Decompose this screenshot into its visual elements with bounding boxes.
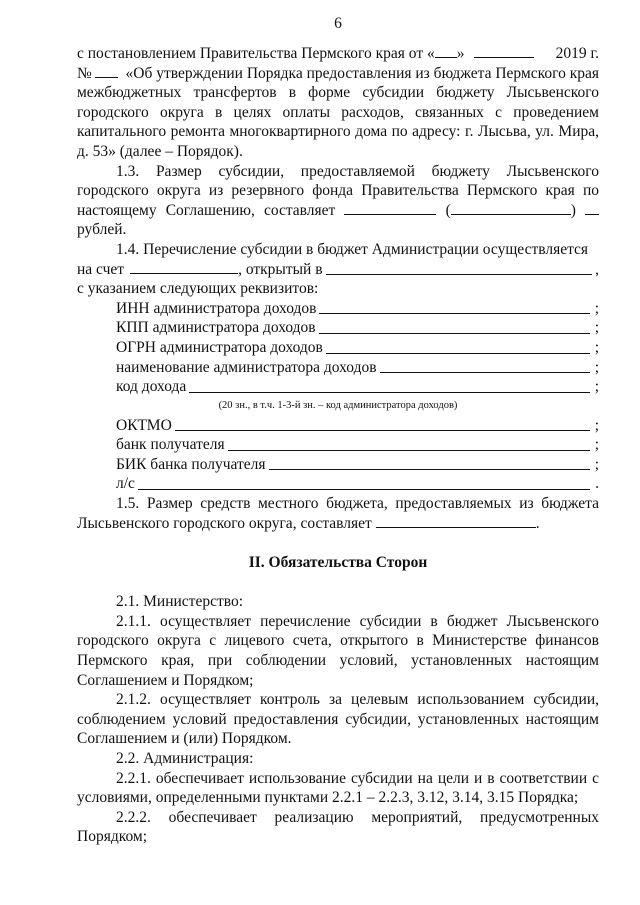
- intro-text-1c: 2019 г.: [555, 45, 599, 62]
- paragraph-1-3: [77, 162, 599, 240]
- requisite-blank: [175, 417, 590, 431]
- requisite-label: ИНН администратора доходов: [116, 299, 317, 317]
- requisite-label: наименование администратора доходов: [116, 358, 377, 376]
- account-comma: ,: [595, 260, 599, 278]
- requisite-blank: [138, 476, 590, 490]
- blank-month: [474, 44, 534, 58]
- p15-end: .: [535, 514, 540, 532]
- requisite-blank: [228, 437, 590, 451]
- account-line: [77, 260, 599, 280]
- page-number: 6: [334, 15, 342, 32]
- p13-text: 1.3. Размер субсидии, предоставляемой бюджету Лысьвенского городского округа из резервного фонда Правительства Пермского края по настоящему Соглашению, составляет: [77, 162, 599, 219]
- blank-local-budget: [376, 514, 536, 528]
- requisite-label: л/с: [116, 475, 135, 493]
- requisite-end: ;: [594, 299, 599, 317]
- requisite-bank: [77, 435, 599, 455]
- requisite-account-ls: [77, 474, 599, 494]
- blank-account: [130, 260, 238, 274]
- intro-text-2a: №: [77, 64, 92, 82]
- intro-text-1b: »: [456, 45, 465, 62]
- requisite-label: код дохода: [116, 378, 187, 396]
- requisite-end: ;: [594, 358, 599, 376]
- requisite-blank: [319, 320, 590, 334]
- requisite-oktmo: [77, 416, 599, 436]
- requisite-end: ;: [594, 436, 599, 454]
- p15-text: 1.5. Размер средств местного бюджета, предоставляемых из бюджета Лысьвенского городского округа, составляет: [77, 495, 599, 532]
- paragraph-2-1-1: 2.1.1. осуществляет перечисление субсидии в бюджет Лысьвенского городского округа с лицевого счета, открытого в Министерстве финансов Пермского края, при соблюдении условий, установленных настоящим Соглашением и Порядком;: [77, 612, 599, 689]
- income-code-note: (20 зн., в т.ч. 1-3-й зн. – код администратора доходов): [218, 399, 458, 411]
- requisite-label: ОГРН администратора доходов: [116, 338, 323, 356]
- paragraph-2-2: 2.2. Администрация:: [116, 750, 254, 767]
- intro-text-2b: «Об утверждении Порядка предоставления из бюджета Пермского края: [125, 64, 599, 82]
- blank-kop: [585, 201, 599, 215]
- intro-line-2: [77, 64, 599, 84]
- blank-amount: [344, 201, 436, 215]
- requisite-admin-name: [77, 358, 599, 378]
- paragraph-2-2-2: 2.2.2. обеспечивает реализацию мероприятий, предусмотренных Порядком;: [77, 808, 599, 846]
- requisite-bik: [77, 455, 599, 475]
- intro-line-1: [77, 44, 599, 64]
- paragraph-1-5: [77, 494, 599, 533]
- requisite-blank: [189, 379, 589, 393]
- requisite-end: ;: [594, 455, 599, 473]
- p13-paren-open: (: [445, 201, 451, 219]
- requisite-end: ;: [594, 338, 599, 356]
- blank-amount-words: [451, 201, 571, 215]
- intro-text-1a: с постановлением Правительства Пермского края от «: [77, 45, 435, 62]
- requisite-end: ;: [594, 319, 599, 337]
- requisite-inn: [77, 299, 599, 319]
- requisite-blank: [269, 456, 590, 470]
- opened-label: , открытый в: [238, 260, 323, 278]
- requisite-blank: [319, 300, 589, 314]
- paragraph-2-1-2: 2.1.2. осуществляет контроль за целевым использованием субсидии, соблюдением условий предоставления субсидии, установленных настоящим Соглашением и (или) Порядком.: [77, 691, 599, 748]
- paragraph-2-2-1: 2.2.1. обеспечивает использование субсидии на цели и в соответствии с условиями, определенными пунктами 2.2.1 – 2.2.3, 3.12, 3.14, 3.15 Порядка;: [77, 769, 599, 807]
- requisite-end: ;: [594, 378, 599, 396]
- requisite-kpp: [77, 318, 599, 338]
- requisite-end: .: [595, 475, 599, 493]
- requisite-label: ОКТМО: [116, 416, 172, 434]
- requisite-label: БИК банка получателя: [116, 455, 266, 473]
- requisite-label: КПП администратора доходов: [116, 319, 316, 337]
- section-title: II. Обязательства Сторон: [248, 554, 428, 572]
- paragraph-1-4: 1.4. Перечисление субсидии в бюджет Администрации осуществляется: [116, 240, 589, 258]
- details-intro: с указанием следующих реквизитов:: [77, 280, 319, 298]
- blank-number: [95, 64, 118, 78]
- requisite-end: ;: [594, 416, 599, 434]
- requisite-blank: [380, 359, 590, 373]
- blank-day: [435, 44, 457, 58]
- document-page: [77, 14, 599, 847]
- requisite-ogrn: [77, 338, 599, 358]
- requisite-income-code: [77, 377, 599, 397]
- p13-tail: рублей.: [77, 221, 127, 239]
- account-label: на счет: [77, 260, 125, 278]
- paragraph-2-1: 2.1. Министерство:: [116, 593, 243, 611]
- requisite-label: банк получателя: [116, 436, 225, 454]
- blank-bank-opened: [326, 261, 593, 275]
- intro-continuation: межбюджетных трансфертов в форме субсидии бюджету Лысьвенского городского округа в целях оплаты расходов, связанных с проведением капитального ремонта многоквартирного дома по адресу: г. Лысьва, ул. Мира, д. 53» (далее – Порядок).: [77, 84, 599, 160]
- p13-paren-close: ): [570, 201, 576, 219]
- requisite-blank: [326, 340, 590, 354]
